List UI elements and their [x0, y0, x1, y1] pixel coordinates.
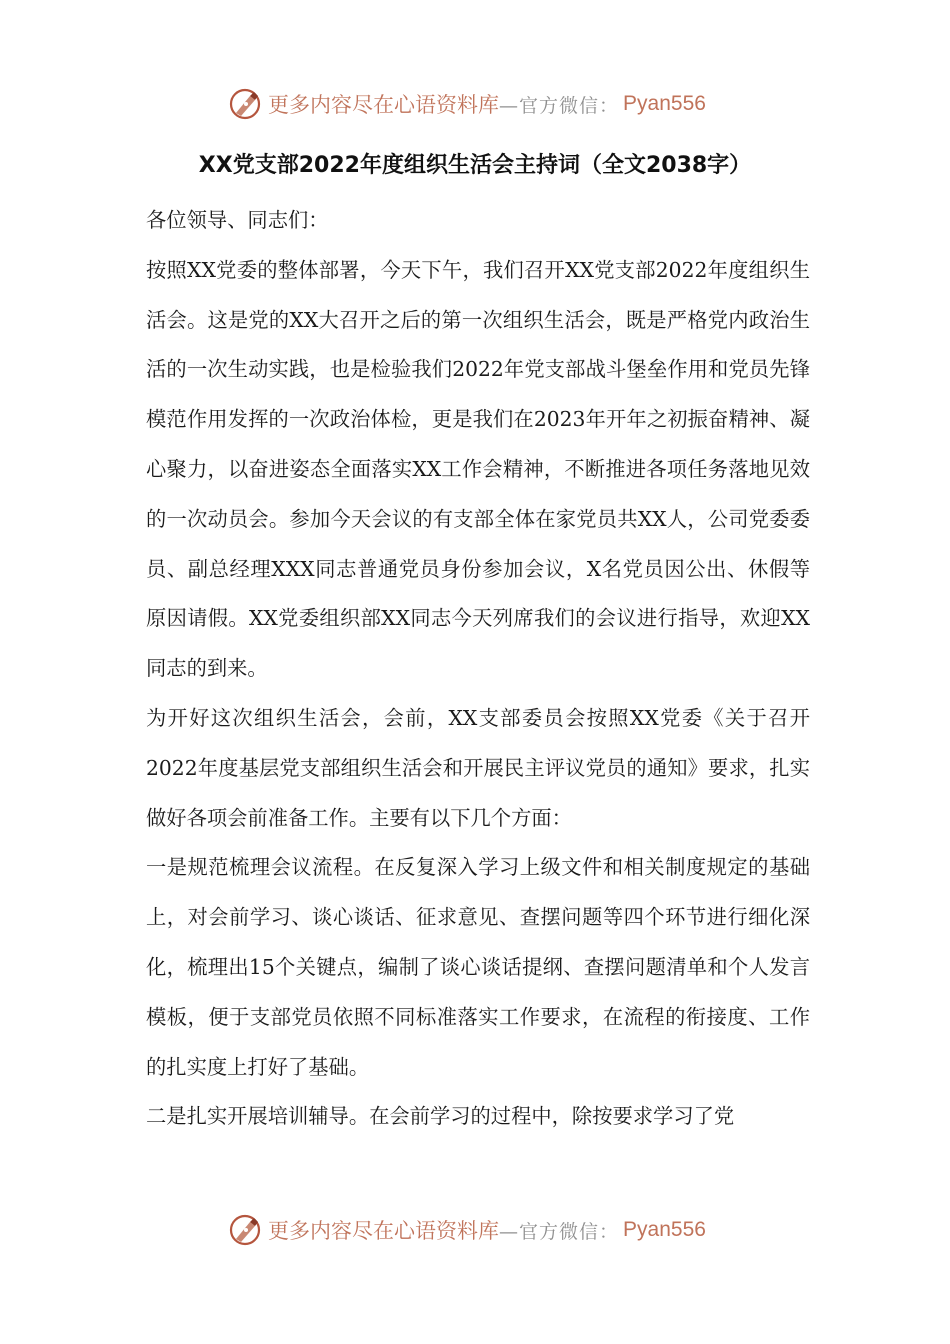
footer-watermark-banner [0, 1210, 950, 1250]
watermark-sub-text: —官方微信： [499, 94, 620, 117]
body-paragraph: 各位领导、同志们： [146, 208, 329, 232]
body-paragraph: 一是规范梳理会议流程。在反复深入学习上级文件和相关制度规定的基础上，对会前学习、谈心谈话、征求意见、查摆问题等四个环节进行细化深化，梳理出15个关键点，编制了谈心谈话提纲、查摆问题清单和个人发言模板，便于支部党员依照不同标准落实工作要求，在流程的衔接度、工作的扎实度上打好了基础。 [146, 855, 810, 1079]
pen-nib-logo-icon [228, 1212, 264, 1248]
document-title: XX党支部2022年度组织生活会主持词（全文2038字） [198, 153, 752, 178]
pen-nib-logo-icon [228, 86, 264, 122]
watermark-main-text: 更多内容尽在心语资料库 [268, 93, 500, 117]
watermark-main-text: 更多内容尽在心语资料库 [268, 1219, 500, 1243]
body-paragraph: 按照XX党委的整体部署，今天下午，我们召开XX党支部2022年度组织生活会。这是党的XX大召开之后的第一次组织生活会，既是严格党内政治生活的一次生动实践，也是检验我们2022年党支部战斗堡垒作用和党员先锋模范作用发挥的一次政治体检，更是我们在2023年开年之初振奋精神、凝心聚力，以奋进姿态全面落实XX工作会精神，不断推进各项任务落地见效的一次动员会。参加今天会议的有支部全体在家党员共XX人，公司党委委员、副总经理XXX同志普通党员身份参加会议，X名党员因公出、休假等原因请假。XX党委组织部XX同志今天列席我们的会议进行指导，欢迎XX同志的到来。 [146, 257, 810, 681]
body-paragraph: 二是扎实开展培训辅导。在会前学习的过程中，除按要求学习了党 [146, 1104, 735, 1129]
watermark-handle-text: Pyan556 [623, 1218, 706, 1241]
watermark-sub-text: —官方微信： [499, 1220, 620, 1243]
document-body [146, 196, 810, 1142]
watermark-handle-text: Pyan556 [623, 92, 706, 115]
body-paragraph: 为开好这次组织生活会，会前，XX支部委员会按照XX党委《关于召开2022年度基层党支部组织生活会和开展民主评议党员的通知》要求，扎实做好各项会前准备工作。主要有以下几个方面： [146, 705, 810, 830]
header-watermark-banner [0, 84, 950, 124]
